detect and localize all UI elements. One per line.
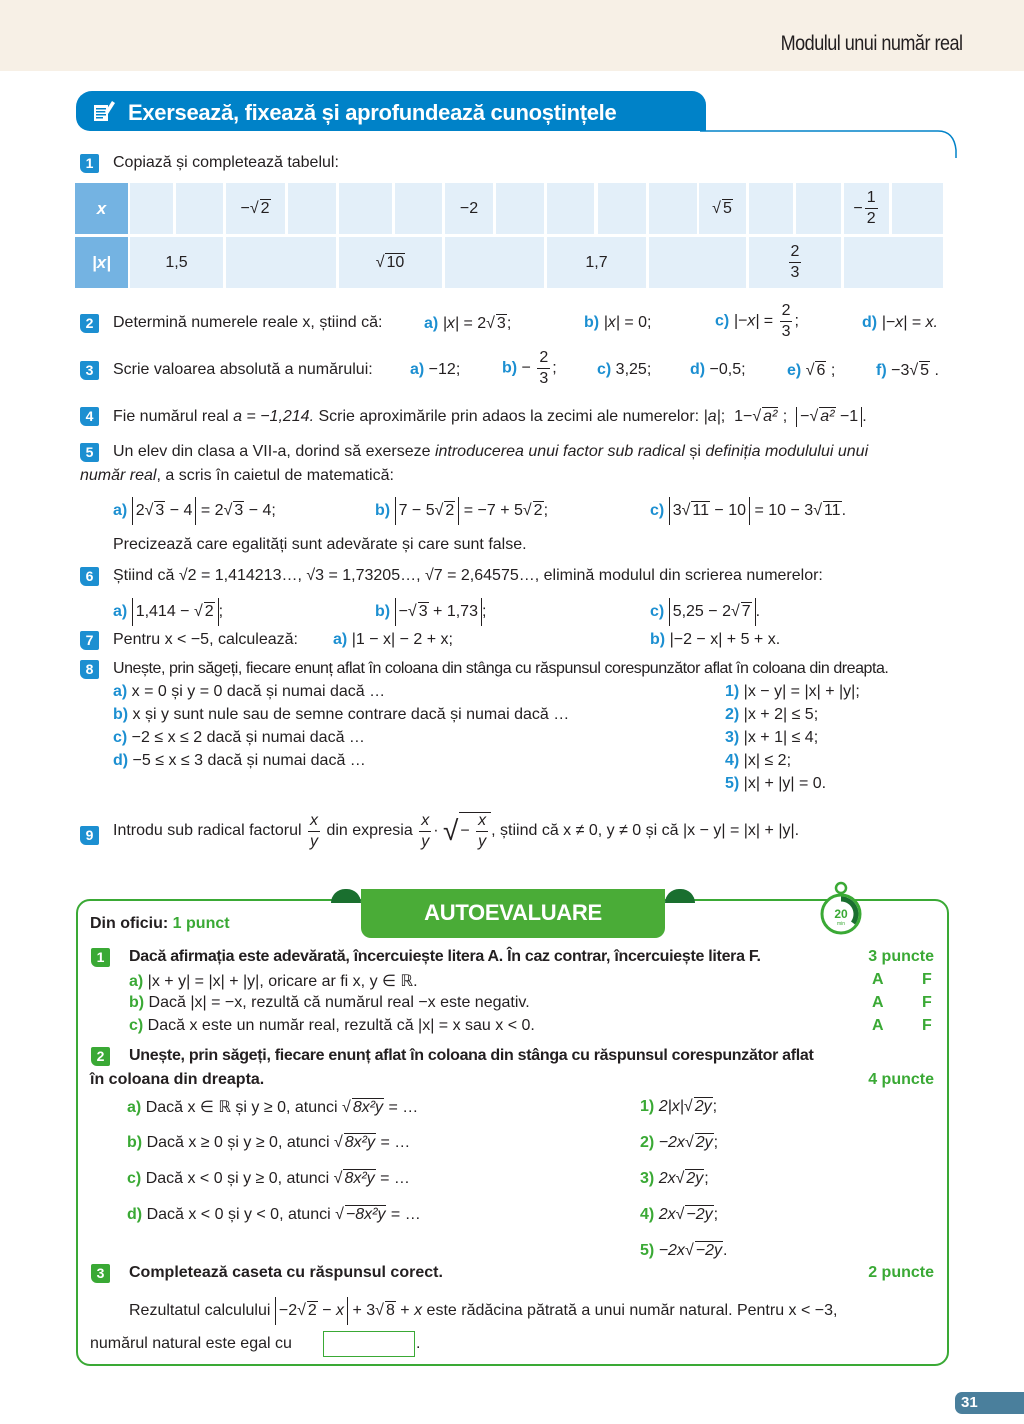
question-number: 2 (91, 1047, 110, 1066)
section-underline (700, 110, 960, 158)
question-text-line-2: în coloana din dreapta. (90, 1071, 265, 1088)
exercise-text: Unește, prin săgeți, fiecare enunț aflat în coloana din stânga cu răspunsul corespunzător aflat în coloana din dreapta. (113, 660, 889, 677)
q3-statement-line-1: Rezultatul calculului −2 √ 2 − x + 3 √ 8 + x este rădăcina pătrată a unui număr natural. Pentru x < −3, (129, 1297, 837, 1325)
exercise-text: Determină numerele reale x, știind că: (113, 314, 383, 331)
ex6-item-a: a) 1,414 − √ 2 ; (113, 598, 223, 626)
question-points: 4 puncte (868, 1071, 934, 1088)
exercise-text: Introdu sub radical factorul $\frac{x}{y}$ din expresia $\frac{x}{y}$ · √ − $\frac{x}{y}$ , știind că x ≠ 0, y ≠ 0 și că |x − y| = |x| + |y|. (113, 812, 799, 850)
period: . (416, 1335, 421, 1352)
table-cell-abs-x: $\frac{2}{3}$ (749, 237, 841, 288)
ex7-item-b: b) |−2 − x| + 5 + x. (650, 631, 781, 648)
exercise-text-line-2: număr real, a scris în caietul de matematică: (80, 467, 394, 484)
ex8-left-item: b) x și y sunt nule sau de semne contrare dacă și numai dacă … (113, 706, 570, 723)
table-cell-abs-x: 1,7 (547, 237, 646, 288)
table-cell-abs-x: 1,5 (130, 237, 223, 288)
page-header-band (0, 0, 1024, 71)
ex3-item-e: e) √ 6 ; (787, 361, 835, 380)
question-text: Completează caseta cu răspunsul corect. (129, 1264, 443, 1281)
ex6-item-c: c) 5,25 − 2 √ 7 . (650, 598, 760, 626)
q2-left-item: b) Dacă x ≥ 0 și y ≥ 0, atunci √ 8x²y = … (127, 1133, 410, 1152)
ex3-item-d: d) −0,5; (690, 361, 746, 378)
question-points: 2 puncte (868, 1264, 934, 1281)
table-cell-x: √ 5 (699, 183, 746, 234)
ex5-item-a: a) 2 √ 3 − 4 = 2 √ 3 − 4; (113, 497, 276, 525)
table-cell-x (749, 183, 793, 234)
ex8-right-item: 2) |x + 2| ≤ 5; (725, 706, 819, 723)
exercise-number: 8 (80, 660, 99, 679)
self-assessment-title: AUTOEVALUARE (361, 889, 665, 938)
q1-statement: b) Dacă |x| = −x, rezultă că numărul real −x este negativ. (129, 994, 530, 1011)
table-cell-abs-x (844, 237, 943, 288)
ex3-item-f: f) −3 √ 5 . (876, 361, 939, 380)
ex8-left-item: a) x = 0 și y = 0 dacă și numai dacă … (113, 683, 386, 700)
ex3-item-c: c) 3,25; (597, 361, 652, 378)
table-cell-x: −2 (445, 183, 493, 234)
ex2-item-d: d) |−x| = x. (862, 314, 938, 331)
exercise-number: 9 (80, 826, 99, 845)
table-cell-abs-x: √ 10 (339, 237, 442, 288)
exercise-number: 2 (80, 314, 99, 333)
table-cell-x (130, 183, 173, 234)
ex6-item-b: b) − √ 3 + 1,73 ; (375, 598, 486, 626)
exercise-text: Fie numărul real a = −1,214. Scrie aproximările prin adaos la zecimi ale numerelor: |a|; 1− √ a² ; − √ a² −1 . (113, 407, 867, 427)
ex8-left-item: d) −5 ≤ x ≤ 3 dacă și numai dacă … (113, 752, 366, 769)
page-number: 31 (955, 1392, 1024, 1414)
table-cell-x (176, 183, 223, 234)
exercise-number: 6 (80, 567, 99, 586)
table-cell-x (339, 183, 392, 234)
section-heading (76, 91, 706, 131)
question-number: 1 (91, 948, 110, 967)
q2-right-item: 3) 2x √ 2y; (640, 1169, 709, 1188)
q2-right-item: 2) −2x √ 2y; (640, 1133, 718, 1152)
exercise-text: Pentru x < −5, calculează: (113, 631, 298, 648)
q2-right-item: 5) −2x √ −2y. (640, 1241, 727, 1260)
answer-true-option[interactable]: A (872, 971, 884, 988)
table-cell-abs-x (445, 237, 544, 288)
din-oficiu: Din oficiu: 1 punct (90, 915, 230, 932)
row-header-abs-x: |x| (75, 237, 128, 288)
ex5-item-c: c) 3 √ 11 − 10 = 10 − 3 √ 11. (650, 497, 846, 525)
exercise-number: 4 (80, 407, 99, 426)
ex8-left-item: c) −2 ≤ x ≤ 2 dacă și numai dacă … (113, 729, 365, 746)
question-text-line-1: Unește, prin săgeți, fiecare enunț aflat în coloana din stânga cu răspunsul corespunzător aflat (129, 1047, 814, 1064)
q1-statement: a) |x + y| = |x| + |y|, oricare ar fi x, y ∈ ℝ. (129, 973, 418, 990)
table-cell-x: − √ 2 (226, 183, 285, 234)
q2-right-item: 4) 2x √ −2y; (640, 1205, 718, 1224)
table-cell-x (288, 183, 336, 234)
ex2-item-a: a) |x| = 2 √ 3; (424, 314, 511, 333)
running-title: Modulul unui număr real (780, 32, 962, 55)
exercise-text: Copiază și completează tabelul: (113, 154, 339, 171)
question-text: Dacă afirmația este adevărată, încercuiește litera A. În caz contrar, încercuiește litera F. (129, 948, 761, 965)
ex2-item-b: b) |x| = 0; (584, 314, 652, 331)
exercise-question: Precizează care egalități sunt adevărate și care sunt false. (113, 536, 527, 553)
table-cell-x: − $\frac{1}{2}$ (844, 183, 889, 234)
table-cell-x (547, 183, 594, 234)
stopwatch-icon (818, 881, 864, 937)
svg-text:20: 20 (834, 907, 848, 921)
ex8-right-item: 4) |x| ≤ 2; (725, 752, 792, 769)
ex3-item-b: b) − $\frac{2}{3}$ ; (502, 349, 557, 387)
table-cell-abs-x (649, 237, 746, 288)
answer-input-box[interactable] (323, 1331, 415, 1357)
ex7-item-a: a) |1 − x| − 2 + x; (333, 631, 453, 648)
ex2-item-c: c) |−x| = $\frac{2}{3}$ ; (715, 302, 799, 340)
row-header-x: x (75, 183, 128, 234)
exercise-number: 5 (80, 443, 99, 462)
q2-right-item: 1) 2|x| √ 2y; (640, 1097, 717, 1116)
q2-left-item: c) Dacă x < 0 și y ≥ 0, atunci √ 8x²y = … (127, 1169, 410, 1188)
banner-fold-left (331, 889, 361, 903)
table-cell-x (892, 183, 943, 234)
table-cell-x (496, 183, 544, 234)
answer-false-option[interactable]: F (922, 994, 932, 1011)
exercise-number: 3 (80, 361, 99, 380)
exercise-text: Scrie valoarea absolută a numărului: (113, 361, 373, 378)
q1-statement: c) Dacă x este un număr real, rezultă că |x| = x sau x < 0. (129, 1017, 535, 1034)
ex8-right-item: 1) |x − y| = |x| + |y|; (725, 683, 860, 700)
answer-true-option[interactable]: A (872, 994, 884, 1011)
exercise-number: 1 (80, 154, 99, 173)
exercise-text: Știind că √2 = 1,414213…, √3 = 1,73205…, √7 = 2,64575…, elimină modulul din scrierea numerelor: (113, 567, 823, 584)
table-cell-x (649, 183, 697, 234)
notepad-pencil-icon (92, 99, 116, 123)
q2-left-item: a) Dacă x ∈ ℝ și y ≥ 0, atunci √ 8x²y = … (127, 1097, 418, 1117)
answer-true-option[interactable]: A (872, 1017, 884, 1034)
ex3-item-a: a) −12; (410, 361, 461, 378)
table-cell-x (395, 183, 442, 234)
answer-false-option[interactable]: F (922, 1017, 932, 1034)
ex8-right-item: 3) |x + 1| ≤ 4; (725, 729, 819, 746)
answer-false-option[interactable]: F (922, 971, 932, 988)
q3-statement-line-2: numărul natural este egal cu (90, 1335, 292, 1352)
ex8-right-item: 5) |x| + |y| = 0. (725, 775, 827, 792)
section-title: Exersează, fixează și aprofundează cunoștințele (128, 100, 617, 125)
svg-text:min: min (836, 921, 846, 927)
exercise-text-line-1: Un elev din clasa a VII-a, dorind să exerseze introducerea unui factor sub radical și definiția modulului unui (113, 443, 869, 460)
ex5-item-b: b) 7 − 5 √ 2 = −7 + 5 √ 2; (375, 497, 548, 525)
question-points: 3 puncte (868, 948, 934, 965)
exercise-number: 7 (80, 631, 99, 650)
table-cell-x (598, 183, 646, 234)
banner-fold-right (665, 889, 695, 903)
table-cell-abs-x (226, 237, 336, 288)
question-number: 3 (91, 1264, 110, 1283)
table-cell-x (796, 183, 841, 234)
q2-left-item: d) Dacă x < 0 și y < 0, atunci √ −8x²y = … (127, 1205, 421, 1224)
